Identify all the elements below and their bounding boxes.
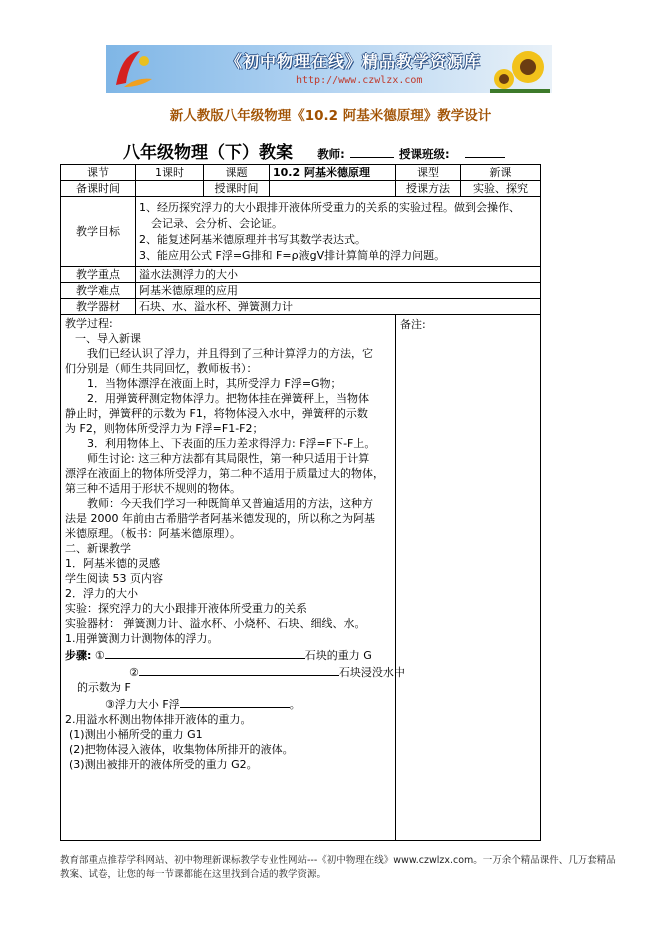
step-3-blank — [180, 695, 290, 708]
sunflower-icon — [490, 45, 550, 93]
process-line: 1.用弹簧测力计测物体的浮力。 — [65, 632, 219, 645]
process-line: 1．阿基米德的灵感 — [65, 557, 160, 570]
process-line: 我们已经认识了浮力，并且得到了三种计算浮力的方法，它 — [87, 347, 373, 360]
step-text: ③浮力大小 F浮 — [105, 698, 180, 711]
step-text: 石块浸没水中 — [338, 666, 405, 679]
process-line: (3)测出被排开的液体所受的重力 G2。 — [69, 758, 258, 771]
table-cell: 新课 — [461, 165, 541, 181]
table-cell: 课节 — [61, 165, 136, 181]
page-footer: 教育部重点推荐学科网站、初中物理新课标教学专业性网站---《初中物理在线》www.czwlzx.com。一万余个精品课件、几万套精品教案、试卷，让您的每一节课都能在这里找到合适的教学资源。 — [60, 855, 616, 880]
table-cell — [136, 181, 204, 197]
table-cell: 授课时间 — [204, 181, 270, 197]
lesson-header — [123, 138, 505, 163]
key-label: 教学重点 — [61, 267, 136, 283]
process-line: 1．当物体漂浮在液面上时，其所受浮力 F浮=G物； — [87, 377, 342, 390]
goal-line: 3、能应用公式 F浮=G排和 F=ρ液gV排计算简单的浮力问题。 — [139, 248, 446, 262]
teacher-blank — [350, 145, 394, 158]
process-line: 2．用弹簧秤测定物体浮力。把物体挂在弹簧秤上，当物体 — [87, 392, 369, 405]
table-cell: 10.2 阿基米德原理 — [270, 165, 396, 181]
process-line: 3．利用物体上、下表面的压力差求得浮力: F浮=F下-F上。 — [87, 437, 376, 450]
step-text: 石块的重力 G — [304, 649, 372, 662]
process-line: 教师：今天我们学习一种既简单又普遍适用的方法，这种方 — [87, 497, 373, 510]
teaching-process-cell — [61, 315, 405, 841]
lesson-plan-table — [60, 164, 541, 841]
table-cell: 课题 — [204, 165, 270, 181]
process-line: 漂浮在液面上的物体所受浮力，第二种不适用于质量过大的物体， — [65, 467, 384, 480]
process-line: 师生讨论: 这三种方法都有其局限性，第一种只适用于计算 — [87, 452, 370, 465]
difficulty-cell: 阿基米德原理的应用 — [136, 283, 541, 299]
teacher-label: 教师: — [317, 147, 345, 161]
table-row — [61, 299, 541, 315]
process-line: 静止时，弹簧秤的示数为 F1，将物体浸入水中，弹簧秤的示数 — [65, 407, 368, 420]
step-1-line — [65, 646, 392, 663]
table-row — [61, 283, 541, 299]
goals-label: 教学目标 — [61, 197, 136, 267]
table-row — [61, 197, 541, 267]
process-line: 第三种不适用于形状不规则的物体。 — [65, 482, 241, 495]
process-line: 二、新课教学 — [65, 542, 131, 555]
process-line: (1)测出小桶所受的重力 G1 — [69, 728, 203, 741]
process-line: 2.用溢水杯测出物体排开液体的重力。 — [65, 713, 252, 726]
table-cell: 授课方法 — [396, 181, 461, 197]
process-line: 们分别是（师生共同回忆，教师板书）： — [65, 362, 258, 375]
step-number: ② — [129, 666, 139, 679]
goal-line: 1、经历探究浮力的大小跟排开液体所受重力的关系的实验过程。做到会操作、 — [139, 200, 520, 214]
lesson-header-title: 八年级物理（下）教案 — [123, 143, 293, 163]
process-line: (2)把物体浸入液体，收集物体所排开的液体。 — [69, 743, 294, 756]
table-cell: 实验、探究 — [461, 181, 541, 197]
notes-cell — [396, 315, 541, 841]
goal-line: 会记录、会分析、会论证。 — [151, 216, 283, 230]
notes-label: 备注: — [400, 318, 426, 331]
key-cell: 溢水法测浮力的大小 — [136, 267, 541, 283]
step-2-line — [65, 663, 405, 680]
document-title: 新人教版八年级物理《10.2 阿基米德原理》教学设计 — [169, 108, 492, 124]
table-cell — [270, 181, 396, 197]
goal-line: 2、能复述阿基米德原理并书写其数学表达式。 — [139, 232, 366, 246]
equipment-cell: 石块、水、溢水杯、弹簧测力计 — [136, 299, 541, 315]
banner-url[interactable]: http://www.czwlzx.com — [296, 75, 423, 86]
process-line: 法是 2000 年前由古希腊学者阿基米德发现的，所以称之为阿基 — [65, 512, 375, 525]
process-line: 的示数为 F — [77, 681, 131, 694]
equipment-label: 教学器材 — [61, 299, 136, 315]
steps-label: 步骤: — [65, 649, 92, 662]
step-2-blank — [139, 663, 339, 676]
site-logo-icon — [110, 47, 158, 91]
process-line: 教学过程: — [65, 317, 113, 330]
process-line: 为 F2，则物体所受浮力为 F浮=F1-F2； — [65, 422, 264, 435]
table-cell: 备课时间 — [61, 181, 136, 197]
table-row — [61, 181, 541, 197]
table-row — [61, 267, 541, 283]
table-row — [61, 165, 541, 181]
table-cell: 课型 — [396, 165, 461, 181]
step-1-blank — [105, 646, 305, 659]
process-line: 学生阅读 53 页内容 — [65, 572, 163, 585]
table-row — [61, 315, 541, 841]
header-banner — [106, 45, 552, 93]
process-line: 实验：探究浮力的大小跟排开液体所受重力的关系 — [65, 602, 307, 615]
banner-title: 《初中物理在线》精品教学资源库 — [226, 52, 482, 71]
class-label: 授课班级: — [398, 147, 450, 161]
table-cell: 1课时 — [136, 165, 204, 181]
process-line: 一、导入新课 — [75, 332, 141, 345]
step-number: ① — [94, 649, 105, 662]
process-line: 米德原理。（板书：阿基米德原理）。 — [65, 527, 241, 540]
step-3-line: ③浮力大小 F浮 。 — [65, 695, 392, 712]
class-blank — [465, 145, 505, 158]
difficulty-label: 教学难点 — [61, 283, 136, 299]
goals-cell — [136, 197, 541, 267]
process-line: 实验器材： 弹簧测力计、溢水杯、小烧杯、石块、细线、水。 — [65, 617, 366, 630]
process-line: 2．浮力的大小 — [65, 587, 138, 600]
